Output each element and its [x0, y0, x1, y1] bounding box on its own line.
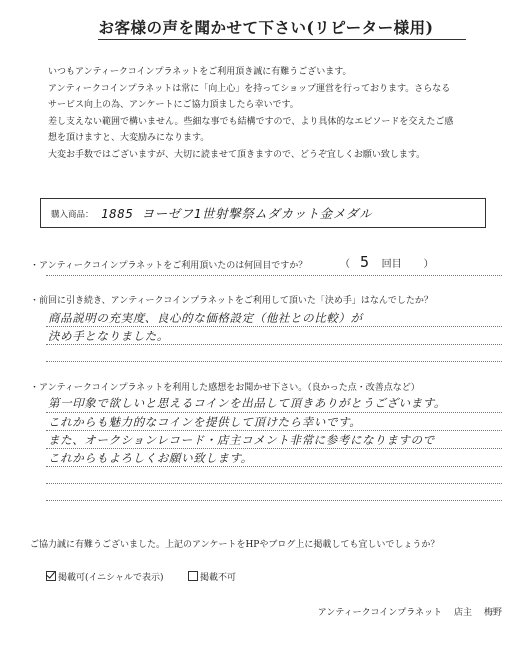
answer-line: 商品説明の充実度、良心的な価格設定（他社との比較）が	[48, 311, 363, 325]
answer-line: また、オークションレコード・店主コメント非常に参考になりますので	[48, 433, 435, 447]
checkbox-checked-icon[interactable]	[46, 571, 56, 581]
answer-rule	[46, 412, 502, 413]
answer-rule	[46, 326, 502, 327]
question-visit-count: ・アンティークコインプラネットをご利用頂いたのは何回目ですか？	[30, 261, 308, 271]
intro-line: アンティークコインプラネットは常に「向上心」を持ってショップ運営を行っております。さらなる	[48, 83, 451, 94]
answer-line: これからもよろしくお願い致します。	[48, 451, 253, 465]
intro-line: 大変お手数ではございますが、大切に読ませて頂きますので、どうぞ宜しくお願い致します。	[48, 149, 426, 160]
visit-count-suffix: 回目	[381, 259, 402, 270]
answer-rule	[46, 466, 502, 467]
answer-rule	[46, 361, 502, 362]
intro-line: サービス向上の為、アンケートにご協力頂ましたら幸いです。	[48, 100, 299, 110]
answer-rule	[46, 430, 502, 431]
purchased-product-box	[40, 198, 486, 228]
question-deciding-factor: ・前回に引き続き、アンティークコインプラネットをご利用して頂いた「決め手」はなんでしたか？	[30, 296, 433, 306]
paren-open: （	[340, 259, 350, 270]
publish-consent-question: ご協力誠に有難うございました。上記のアンケートをHPやブログ上に掲載しても宜しいでしょうか？	[30, 540, 440, 550]
visit-count-value: 5	[360, 253, 370, 271]
answer-rule	[46, 344, 502, 345]
publish-allowed-label: 掲載可(イニシャルで表示)	[58, 573, 164, 583]
page-title: お客様の声を聞かせて下さい(リピーター様用)	[98, 18, 434, 37]
product-value: 1885 ヨーゼフ1世射撃祭ムダカット金メダル	[101, 206, 373, 221]
answer-rule	[46, 448, 502, 449]
question-impressions: ・アンティークコインプラネットを利用した感想をお聞かせ下さい。（良かった点・改善点など）	[30, 383, 420, 393]
intro-line: いつもアンティークコインプラネットをご利用頂き誠に有難うございます。	[48, 67, 352, 77]
answer-line: 決め手となりました。	[48, 329, 169, 343]
product-label: 購入商品：	[51, 210, 94, 220]
answer-rule	[46, 483, 502, 484]
paren-close: ）	[423, 259, 434, 270]
title-underline	[98, 39, 466, 40]
answer-rule	[46, 500, 502, 501]
answer-line: 第一印象で欲しいと思えるコインを出品して頂きありがとうございます。	[48, 396, 447, 410]
intro-line: 想を頂けますと、大変励みになります。	[48, 133, 210, 143]
publish-allowed-option[interactable]	[46, 570, 163, 583]
intro-line: 差し支えない範囲で構いません。些細な事でも結構ですので、より具体的なエピソードを交えたご感	[48, 116, 454, 127]
shop-signature	[318, 605, 502, 618]
shop-name: アンティークコインプラネット	[317, 608, 442, 618]
owner-name: 梅野	[483, 608, 502, 618]
visit-count-answer	[340, 253, 434, 271]
answer-line: これからも魅力的なコインを提供して頂けたら幸いです。	[48, 415, 362, 429]
intro-text	[48, 64, 498, 163]
owner-title: 店主	[453, 608, 472, 618]
divider	[46, 275, 502, 276]
publish-denied-label: 掲載不可	[200, 573, 237, 583]
publish-denied-option[interactable]	[188, 570, 236, 583]
checkbox-empty-icon[interactable]	[188, 571, 198, 581]
